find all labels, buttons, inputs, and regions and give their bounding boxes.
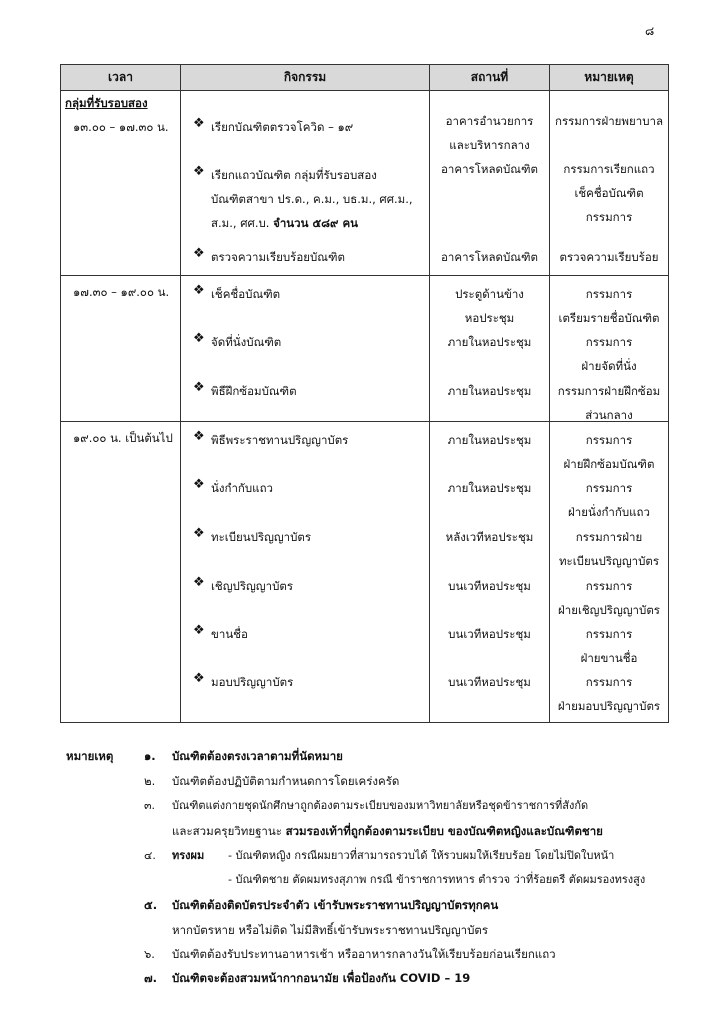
remark-item: ๗. บัณฑิตจะต้องสวมหน้ากากอนามัย เพื่อป้องกัน COVID – 19 <box>144 971 471 985</box>
diamond-bullet-icon: ❖ <box>193 283 205 298</box>
group-title: กลุ่มที่รับรอบสอง <box>65 96 148 110</box>
location-cell: บนเวทีหอประชุม <box>448 627 531 641</box>
remarks-heading: หมายเหตุ <box>66 749 114 763</box>
diamond-bullet-icon: ❖ <box>193 246 205 261</box>
diamond-bullet-icon: ❖ <box>193 164 205 179</box>
diamond-bullet-icon: ❖ <box>193 477 205 492</box>
remark-cell: กรรมการเรียกแถว เช็คชื่อบัณฑิต กรรมการ <box>563 162 655 224</box>
location-cell: อาคารโหลดบัณฑิต <box>441 162 538 176</box>
location-cell: บนเวทีหอประชุม <box>448 579 531 593</box>
activity-item: ❖ มอบปริญญาบัตร <box>193 671 294 689</box>
header-time: เวลา <box>61 65 181 91</box>
remark-cell: กรรมการฝ่ายพยาบาล <box>554 114 663 128</box>
location-cell: ภายในหอประชุม <box>447 433 532 447</box>
remark-cell: กรรมการ ฝ่ายจัดที่นั่ง <box>581 335 637 373</box>
remark-cell: กรรมการ ฝ่ายนั่งกำกับแถว <box>568 481 650 519</box>
remark-cell: กรรมการ ฝ่ายมอบปริญญาบัตร <box>557 675 661 713</box>
remark-item: ๓. บัณฑิตแต่งกายชุดนักศึกษาถูกต้องตามระเบียบของมหาวิทยาลัยหรือชุดข้าราชการที่สังกัด <box>144 799 589 812</box>
remark-item: ๑. บัณฑิตต้องตรงเวลาตามที่นัดหมาย <box>144 749 343 763</box>
remark-item: ๖. บัณฑิตต้องรับประทานอาหารเช้า หรืออาหารกลางวันให้เรียบร้อยก่อนเรียกแถว <box>144 947 556 961</box>
location-cell: ประตูด้านข้าง หอประชุม <box>455 287 524 325</box>
remark-item: ๒. บัณฑิตต้องปฏิบัติตามกำหนดการโดยเคร่งครัด <box>144 774 400 788</box>
diamond-bullet-icon: ❖ <box>193 116 205 131</box>
header-location: สถานที่ <box>430 65 550 91</box>
location-cell: ภายในหอประชุม <box>447 335 532 349</box>
location-cell: อาคารอำนวยการ และบริหารกลาง <box>445 114 534 152</box>
diamond-bullet-icon: ❖ <box>193 429 205 444</box>
table-row <box>61 91 669 276</box>
remark-cell: กรรมการฝ่าย ทะเบียนปริญญาบัตร <box>558 530 660 568</box>
remark-cell: กรรมการ ฝ่ายเชิญปริญญาบัตร <box>558 579 660 617</box>
table-header-row <box>61 65 669 91</box>
schedule-table <box>60 64 669 723</box>
header-remark: หมายเหตุ <box>550 65 669 91</box>
diamond-bullet-icon: ❖ <box>193 671 205 686</box>
activity-item: ❖ ตรวจความเรียบร้อยบัณฑิต <box>193 246 345 264</box>
remark-cell: กรรมการฝ่ายฝึกซ้อม ส่วนกลาง <box>557 384 661 422</box>
activity-item: ❖ เรียกบัณฑิตตรวจโควิด – ๑๙ <box>193 116 354 134</box>
remark-item: ๔. ทรงผม - บัณฑิตหญิง กรณีผมยาวที่สามารถรวบได้ ให้รวบผมให้เรียบร้อย โดยไม่ปิดใบหน้า <box>144 849 615 862</box>
diamond-bullet-icon: ❖ <box>193 575 205 590</box>
remark-cell: กรรมการ ฝ่ายฝึกซ้อมบัณฑิต <box>563 433 655 471</box>
remark-cell: ตรวจความเรียบร้อย <box>559 250 659 264</box>
remark-item-continued: และสวมครุยวิทยฐานะ สวมรองเท้าที่ถูกต้องตามระเบียบ ของบัณฑิตหญิงและบัณฑิตชาย <box>172 824 603 838</box>
activity-item: ❖ นั่งกำกับแถว <box>193 477 273 495</box>
activity-item: ❖ ขานชื่อ <box>193 623 248 641</box>
activity-item: ❖ เชิญปริญญาบัตร <box>193 575 294 593</box>
remark-cell: กรรมการ เตรียมรายชื่อบัณฑิต <box>558 287 660 325</box>
time-cell: ๑๙.๐๐ น. เป็นต้นไป <box>73 431 173 445</box>
diamond-bullet-icon: ❖ <box>193 623 205 638</box>
time-cell: ๑๗.๓๐ – ๑๙.๐๐ น. <box>73 285 170 299</box>
remark-item: ๕. บัณฑิตต้องติดบัตรประจำตัว เข้ารับพระราชทานปริญญาบัตรทุกคน <box>144 898 499 912</box>
remark-item-continued: - บัณฑิตชาย ตัดผมทรงสุภาพ กรณี ข้าราชการทหาร ตำรวจ ว่าที่ร้อยตรี ตัดผมรองทรงสูง <box>228 873 646 886</box>
diamond-bullet-icon: ❖ <box>193 380 205 395</box>
location-cell: หลังเวทีหอประชุม <box>445 530 534 544</box>
header-activity: กิจกรรม <box>181 65 430 91</box>
location-cell: ภายในหอประชุม <box>447 384 532 398</box>
time-cell: ๑๓.๐๐ – ๑๗.๓๐ น. <box>73 120 169 134</box>
diamond-bullet-icon: ❖ <box>193 331 205 346</box>
remark-cell: กรรมการ ฝ่ายขานชื่อ <box>580 627 638 665</box>
location-cell: ภายในหอประชุม <box>447 481 532 495</box>
diamond-bullet-icon: ❖ <box>193 526 205 541</box>
activity-item: ❖ เรียกแถวบัณฑิต กลุ่มที่รับรอบสอง บัณฑิตสาขา ปร.ด., ค.ม., บธ.ม., ศศ.ม., ส.ม., ศศ.บ. จำนวน ๕๘๙ คน <box>193 164 413 230</box>
activity-item: ❖ พิธีฝึกซ้อมบัณฑิต <box>193 380 297 398</box>
remark-item-continued: หากบัตรหาย หรือไม่ติด ไม่มีสิทธิ์เข้ารับพระราชทานปริญญาบัตร <box>172 923 489 937</box>
activity-item: ❖ ทะเบียนปริญญาบัตร <box>193 526 312 544</box>
activity-item: ❖ พิธีพระราชทานปริญญาบัตร <box>193 429 349 447</box>
location-cell: บนเวทีหอประชุม <box>448 675 531 689</box>
location-cell: อาคารโหลดบัณฑิต <box>441 250 538 264</box>
table-row <box>61 422 669 723</box>
activity-item: ❖ เช็คชื่อบัณฑิต <box>193 283 281 301</box>
activity-item: ❖ จัดที่นั่งบัณฑิต <box>193 331 282 349</box>
page-number: ๘ <box>645 24 655 38</box>
table-row <box>61 276 669 422</box>
